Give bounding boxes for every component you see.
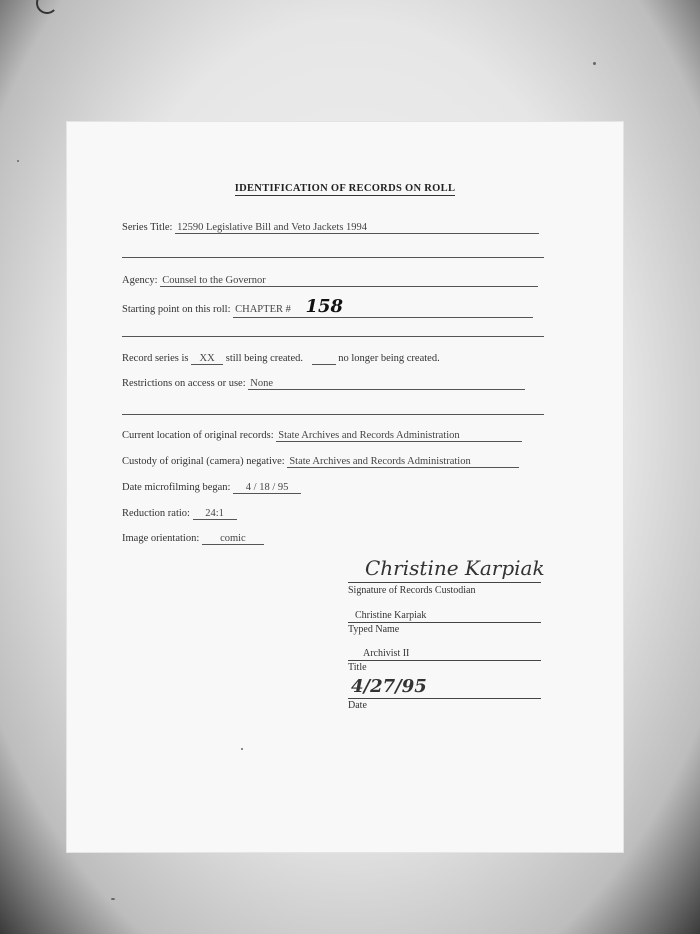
current-location-row: Current location of original records: State Archives and Records Administration	[122, 430, 522, 442]
dust-speck	[17, 160, 19, 162]
current-location-value: State Archives and Records Administration	[276, 430, 522, 442]
reduction-row: Reduction ratio: 24:1	[122, 508, 237, 520]
restrictions-row: Restrictions on access or use: None	[122, 378, 525, 390]
document-title: IDENTIFICATION OF RECORDS ON ROLL	[234, 183, 456, 194]
custody-row: Custody of original (camera) negative: State Archives and Records Administration	[122, 456, 519, 468]
custody-value: State Archives and Records Administration	[287, 456, 519, 468]
typed-name-label: Typed Name	[348, 624, 400, 635]
signature-line	[348, 582, 541, 583]
date-began-row: Date microfilming began: 4 / 18 / 95	[122, 482, 301, 494]
no-longer-blank	[312, 353, 336, 365]
date-line	[348, 698, 541, 699]
restrictions-value: None	[248, 378, 525, 390]
record-series-row: Record series is XX still being created. no longer being created.	[122, 353, 440, 364]
starting-point-value: CHAPTER # 158	[233, 296, 533, 318]
blank-line	[122, 257, 544, 258]
typed-name-value: Christine Karpiak	[355, 610, 427, 621]
typed-name-line	[348, 622, 541, 623]
agency-value: Counsel to the Governor	[160, 275, 538, 287]
date-began-value: 4 / 18 / 95	[233, 482, 301, 494]
blank-line	[122, 414, 544, 415]
starting-point-row: Starting point on this roll: CHAPTER # 158	[122, 296, 533, 318]
dust-speck	[111, 898, 115, 900]
agency-row: Agency: Counsel to the Governor	[122, 275, 538, 287]
reduction-value: 24:1	[193, 508, 237, 520]
title-line	[348, 660, 541, 661]
series-title-row: Series Title: 12590 Legislative Bill and Veto Jackets 1994	[122, 222, 539, 234]
title-value: Archivist II	[363, 648, 410, 659]
still-created-mark: XX	[191, 353, 223, 365]
handwritten-chapter-number: 158	[305, 296, 344, 317]
dust-speck	[593, 62, 596, 65]
blank-line	[122, 336, 544, 337]
handwritten-date: 4/27/95	[351, 676, 427, 697]
orientation-row: Image orientation: comic	[122, 533, 264, 545]
orientation-value: comic	[202, 533, 264, 545]
signature-label: Signature of Records Custodian	[348, 585, 476, 596]
film-edge-mark	[36, 0, 58, 14]
document-page	[67, 122, 623, 852]
series-title-value: 12590 Legislative Bill and Veto Jackets 1994	[175, 222, 539, 234]
dust-speck	[241, 748, 243, 750]
title-label: Title	[348, 662, 367, 673]
custodian-signature: Christine Karpiak	[365, 556, 545, 580]
date-label: Date	[348, 700, 367, 711]
